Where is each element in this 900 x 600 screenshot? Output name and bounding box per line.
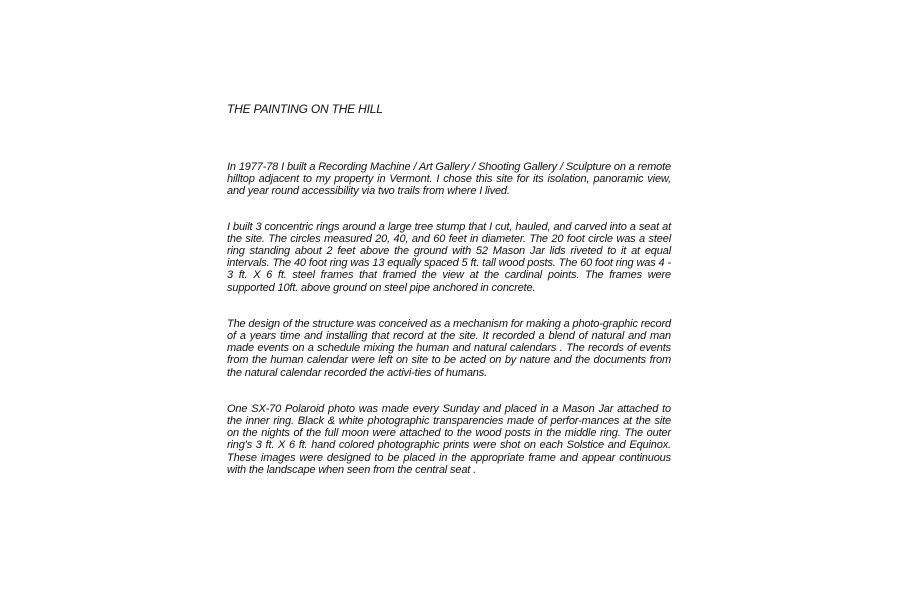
document-body	[227, 102, 671, 476]
paragraph-rings: I built 3 concentric rings around a large tree stump that I cut, hauled, and carved into a seat at the site. The circles measured 20, 40, and 60 feet in diameter. The 20 foot circle was a steel ring standing about 2 feet above the ground with 52 Mason Jar lids riveted to it at equal intervals. The 40 foot ring was 13 equally spaced 5 ft. tall wood posts. The 60 foot ring was 4 - 3 ft. X 6 ft. steel frames that framed the view at the cardinal points. The frames were supported 10ft. above ground on steel pipe anchored in concrete.	[227, 220, 671, 294]
paragraph-records: One SX-70 Polaroid photo was made every Sunday and placed in a Mason Jar attached to the inner ring. Black & white photographic transparencies made of perfor-mances at the site on the nights of the full moon were attached to the wood posts in the middle ring. The outer ring's 3 ft. X 6 ft. hand colored photographic prints were shot on each Solstice and Equinox. These images were designed to be placed in the appropriate frame and appear continuous with the landscape when seen from the central seat .	[227, 402, 671, 476]
paragraph-site: In 1977-78 I built a Recording Machine / Art Gallery / Shooting Gallery / Sculpture on a remote hilltop adjacent to my property in Vermont. I chose this site for its isolation, panoramic view, and year round accessibility via two trails from where I lived.	[227, 161, 671, 198]
paragraph-design: The design of the structure was conceived as a mechanism for making a photo-graphic record of a years time and installing that record at the site. It recorded a blend of natural and man made events on a schedule mixing the human and natural calendars . The records of events from the human calendar were left on site to be acted on by nature and the documents from the natural calendar recorded the activi-ties of humans.	[227, 317, 671, 379]
document-title: THE PAINTING ON THE HILL	[227, 102, 383, 116]
